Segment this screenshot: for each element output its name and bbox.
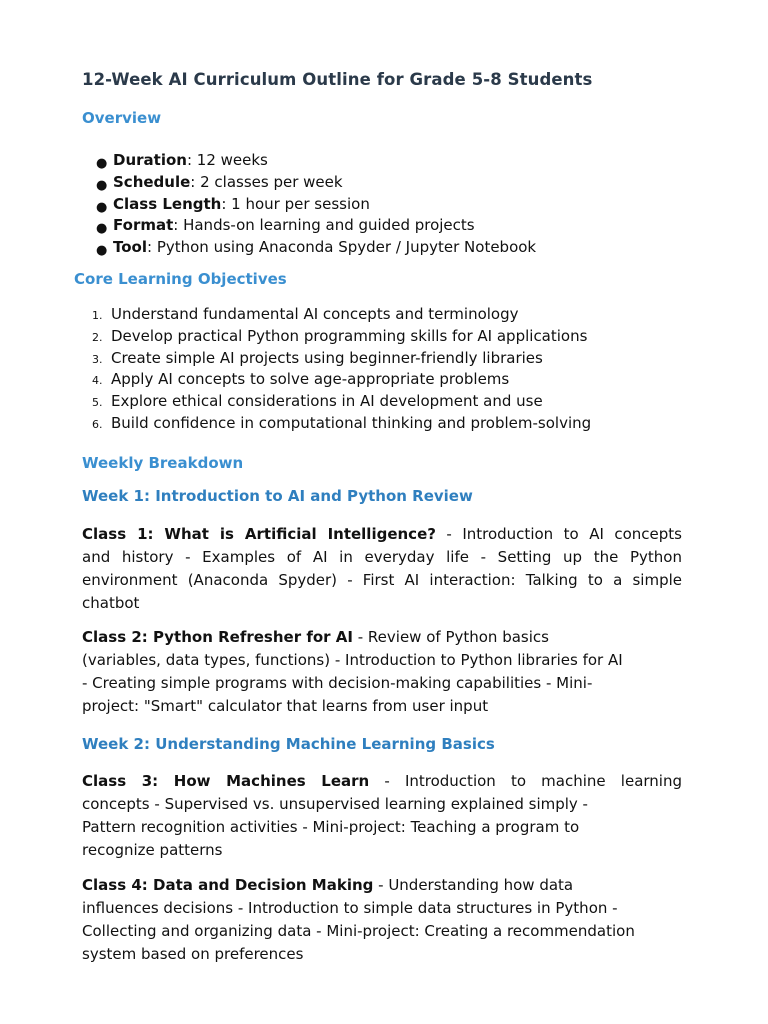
bullet-icon: ● — [96, 156, 108, 171]
class4-paragraph — [82, 874, 682, 966]
paragraph-line: environment (Anaconda Spyder) - First AI interaction: Talking to a simple — [82, 571, 682, 589]
class-title: Class 3: How Machines Learn — [82, 772, 370, 790]
list-item — [96, 237, 536, 259]
item-text: Create simple AI projects using beginner-friendly libraries — [111, 348, 543, 367]
paragraph-line: concepts - Supervised vs. unsupervised learning explained simply - — [82, 795, 588, 813]
item-text: Develop practical Python programming skills for AI applications — [111, 326, 588, 345]
list-item — [96, 150, 536, 172]
item-number: 4. — [92, 374, 103, 388]
line-text: - Introduction to machine learning — [369, 772, 682, 790]
paragraph-line: Collecting and organizing data - Mini-project: Creating a recommendation — [82, 922, 635, 940]
overview-list — [96, 150, 536, 259]
paragraph-line: project: "Smart" calculator that learns from user input — [82, 697, 489, 715]
class-title: Class 1: What is Artificial Intelligence? — [82, 525, 436, 543]
item-text: Apply AI concepts to solve age-appropriate problems — [111, 370, 510, 389]
list-item — [96, 172, 536, 194]
paragraph-line: Pattern recognition activities - Mini-project: Teaching a program to — [82, 818, 580, 836]
paragraph-line: and history - Examples of AI in everyday life - Setting up the Python — [82, 548, 682, 566]
item-number: 5. — [92, 396, 103, 410]
item-text: Explore ethical considerations in AI development and use — [111, 392, 543, 411]
paragraph-line — [82, 626, 682, 649]
paragraph-line: chatbot — [82, 594, 140, 612]
objectives-list — [90, 304, 591, 435]
paragraph-line: influences decisions - Introduction to simple data structures in Python - — [82, 899, 618, 917]
week1-heading: Week 1: Introduction to AI and Python Review — [82, 487, 473, 505]
item-number: 2. — [92, 330, 103, 344]
item-label: Format — [113, 216, 174, 235]
document-title: 12-Week AI Curriculum Outline for Grade 5-8 Students — [82, 70, 593, 89]
item-text: : 2 classes per week — [190, 172, 343, 191]
item-label: Schedule — [113, 172, 191, 191]
item-number: 6. — [92, 417, 103, 431]
bullet-icon: ● — [96, 177, 108, 193]
list-item — [90, 369, 591, 391]
item-text: Build confidence in computational thinking and problem-solving — [111, 413, 592, 432]
class3-paragraph — [82, 770, 682, 862]
paragraph-line: recognize patterns — [82, 841, 223, 859]
line-text: - Review of Python basics — [352, 628, 549, 646]
item-label: Class Length — [113, 194, 222, 213]
class-title: Class 2: Python Refresher for AI — [82, 628, 353, 646]
weekly-heading: Weekly Breakdown — [82, 454, 244, 472]
bullet-icon: ● — [96, 243, 108, 259]
list-item — [90, 391, 591, 413]
list-item — [90, 348, 591, 370]
bullet-icon: ● — [96, 199, 108, 215]
paragraph-line — [82, 523, 682, 546]
paragraph-line: (variables, data types, functions) - Introduction to Python libraries for AI — [82, 651, 623, 669]
paragraph-line: - Creating simple programs with decision-making capabilities - Mini- — [82, 674, 593, 692]
item-text: : Python using Anaconda Spyder / Jupyter Notebook — [147, 238, 537, 257]
class2-paragraph — [82, 626, 682, 718]
item-text: Understand fundamental AI concepts and terminology — [111, 305, 519, 323]
list-item — [90, 413, 591, 435]
list-item — [96, 215, 536, 237]
paragraph-line — [82, 770, 682, 793]
week2-heading: Week 2: Understanding Machine Learning Basics — [82, 735, 495, 753]
list-item — [90, 326, 591, 348]
item-number: 1. — [92, 309, 103, 322]
list-item — [90, 304, 591, 326]
class-title: Class 4: Data and Decision Making — [82, 876, 374, 894]
paragraph-line: system based on preferences — [82, 945, 304, 963]
objectives-heading: Core Learning Objectives — [74, 270, 287, 288]
list-item — [96, 194, 536, 216]
line-text: - Introduction to AI concepts — [435, 525, 682, 543]
item-text: : 1 hour per session — [221, 194, 370, 213]
item-label: Tool — [113, 238, 147, 257]
line-text: - Understanding how data — [373, 876, 574, 894]
overview-heading: Overview — [82, 109, 162, 127]
item-text: : Hands-on learning and guided projects — [173, 216, 475, 235]
paragraph-line — [82, 874, 682, 897]
bullet-icon: ● — [96, 221, 108, 237]
item-label: Duration — [113, 151, 187, 169]
class1-paragraph — [82, 523, 682, 615]
item-text: : 12 weeks — [186, 151, 268, 169]
item-number: 3. — [92, 352, 103, 366]
